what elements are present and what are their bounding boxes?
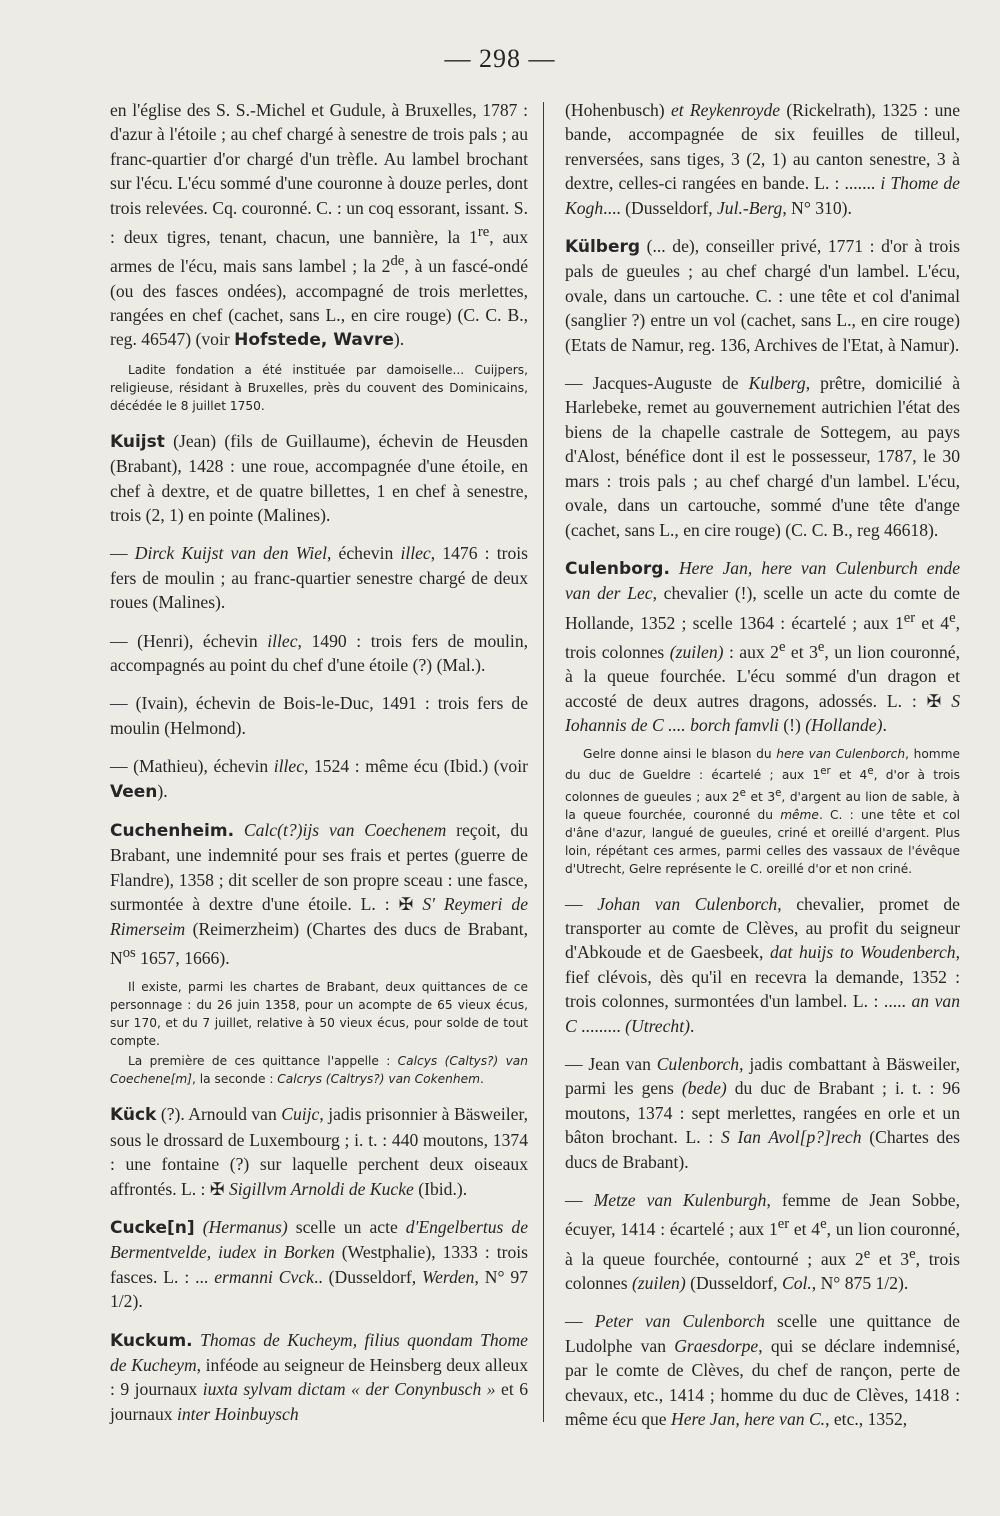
left-note-n2: Il existe, parmi les chartes de Brabant, deux quittances de ce personnage : du 26 juin 1358, pour un acompte de 65 vieux écus, sur 170, et du 7 juillet, relative à 50 vieux écus, pour solde de tout compte. bbox=[110, 980, 528, 1049]
left-entry-p5: — (Ivain), échevin de Bois-le-Duc, 1491 : trois fers de moulin (Helmond). bbox=[110, 693, 528, 738]
left-note-n1: Ladite fondation a été instituée par damoiselle... Cuijpers, religieuse, résidant à Bruxelles, près du couvent des Dominicains, décédée le 8 juillet 1750. bbox=[110, 362, 528, 413]
right-entry-r4: Culenborg. Here Jan, here van Culenburch ende van der Lec, chevalier (!), scelle un acte du comte de Hollande, 1352 ; scelle 1364 : écartelé ; aux 1er et 4e, trois colonnes (zuilen) : aux 2e et 3e, un lion couronné, à la queue fourchée. L'écu sommé d'un dragon et accosté de deux autres dragons, adossés. L. : ✠ S Iohannis de C .... borch famvli (!) (Hollande). bbox=[565, 557, 961, 736]
left-note-n3: La première de ces quittance l'appelle : Calcys (Caltys?) van Coechene[m], la seconde : Calcrys (Caltrys?) van Cokenhem. bbox=[110, 1054, 529, 1087]
left-column bbox=[110, 98, 528, 1440]
left-entry-p8: Kück (?). Arnould van Cuijc, jadis prisonnier à Bäsweiler, sous le drossard de Luxembourg ; i. t. : 440 moutons, 1374 : une fontaine (?) sur laquelle perchent deux oiseaux affrontés. L. : ✠ Sigillvm Arnoldi de Kucke (Ibid.). bbox=[110, 1104, 528, 1199]
page-number: — 298 — bbox=[444, 44, 556, 73]
left-entry-p6: — (Mathieu), échevin illec, 1524 : même écu (Ibid.) (voir Veen). bbox=[110, 756, 528, 802]
right-entry-r6: — Jean van Culenborch, jadis combattant à Bäsweiler, parmi les gens (bede) du duc de Brabant ; i. t. : 96 moutons, 1374 : sept merlettes, rangées en orle et un bâton brochant. L. : S Ian Avol[p?]rech (Chartes des ducs de Brabant). bbox=[565, 1054, 960, 1172]
right-entry-r7: — Metze van Kulenburgh, femme de Jean Sobbe, écuyer, 1414 : écartelé ; aux 1er et 4e, un lion couronné, à la queue fourchée, contourné ; aux 2e et 3e, trois colonnes (zuilen) (Dusseldorf, Col., N° 875 1/2). bbox=[565, 1190, 961, 1293]
right-entry-r1: (Hohenbusch) et Reykenroyde (Rickelrath), 1325 : une bande, accompagnée de six feuilles de tilleul, renversées, sans tiges, 3 (2, 1) au canton senestre, 3 à dextre, celles-ci rangées en bande. L. : ....... i Thome de Kogh.... (Dusseldorf, Jul.-Berg, N° 310). bbox=[565, 100, 961, 218]
column-divider bbox=[543, 102, 544, 1422]
right-column bbox=[565, 98, 960, 1445]
left-entry-p3: — Dirck Kuijst van den Wiel, échevin illec, 1476 : trois fers de moulin ; au franc-quartier senestre chargé de deux roues (Malines). bbox=[110, 543, 528, 613]
left-entry-p7: Cuchenheim. Calc(t?)ijs van Coechenem reçoit, du Brabant, une indemnité pour ses frais et pertes (guerre de Flandre), 1358 ; dit sceller de son propre sceau : une fasce, surmontée à dextre d'une étoile. L. : ✠ S' Reymeri de Rimerseim (Reimerzheim) (Chartes des ducs de Brabant, $N^{os}$ 1657, 1666). bbox=[110, 820, 528, 968]
left-entry-p2: Kuijst (Jean) (fils de Guillaume), échevin de Heusden (Brabant), 1428 : une roue, accompagnée d'une étoile, en chef à dextre, et de quatre billettes, 1 en chef à senestre, trois (2, 1) en pointe (Malines). bbox=[110, 430, 528, 525]
right-entry-r3: — Jacques-Auguste de Kulberg, prêtre, domicilié à Harlebeke, remet au gouvernement autrichien l'état des biens de la chapelle castrale de Sottegem, au pays d'Alost, bénéfice dont il est le possesseur, 1787, le 30 mars : trois pals ; au chef chargé d'un lambel. L'écu, ovale, dans un cartouche, sommé d'une tête d'ange (cachet, sans L., en cire rouge) (C. C. B., reg 46618). bbox=[565, 373, 960, 540]
right-entry-r5: — Johan van Culenborch, chevalier, promet de transporter au comte de Clèves, au profit du seigneur d'Abkoude et de Gaesbeek, dat huijs to Woudenberch, fief clévois, dès qu'il en recevra la demande, 1352 : trois colonnes, surmontées d'un lambel. L. : ..... an van C ......... (Utrecht). bbox=[565, 893, 960, 1036]
right-note-rn1: Gelre donne ainsi le blason du here van Culenborch, homme du duc de Gueldre : écartelé ; aux 1er et 4e, d'or à trois colonnes de gueules ; aux 2e et 3e, d'argent au lion de sable, à la queue fourchée, couronné du même. C. : une tête et col d'âne d'azur, langué de gueules, criné et oreillé d'argent. Plus loin, répétant ces armes, parmi celles des vassaux de l'évêque d'Utrecht, Gelre représente le C. oreillé d'or et non criné. bbox=[565, 747, 961, 876]
left-entry-p9: Cucke[n] (Hermanus) scelle un acte d'Engelbertus de Bermentvelde, iudex in Borken (Westphalie), 1333 : trois fasces. L. : ... ermanni Cvck.. (Dusseldorf, Werden, N° 97 1/2). bbox=[110, 1216, 529, 1312]
right-entry-r2: Külberg (... de), conseiller privé, 1771 : d'or à trois pals de gueules ; au chef chargé d'un lambel. L'écu, ovale, dans un cartouche. C. : une tête et col d'animal (sanglier ?) entre un vol (cachet, sans L., en cire rouge) (Etats de Namur, reg. 136, Archives de l'Etat, à Namur). bbox=[565, 236, 960, 355]
left-entry-p1: en l'église des S. S.-Michel et Gudule, à Bruxelles, 1787 : d'azur à l'étoile ; au chef chargé à senestre de trois pals ; au franc-quartier d'or chargé d'un trèfle. Au lambel brochant sur l'écu. L'écu sommé d'une couronne à douze perles, dont trois relevées. Cq. couronné. C. : un coq essorant, issant. S. : deux tigres, tenant, chacun, une bannière, la 1re, aux armes de l'écu, mais sans lambel ; la 2de, à un fascé-ondé (ou des fasces ondées), accompagné de trois merlettes, rangées en chef (cachet, sans L., en cire rouge) (C. C. B., reg. 46547) (voir Hofstede, Wavre). bbox=[110, 100, 528, 351]
left-entry-p4: — (Henri), échevin illec, 1490 : trois fers de moulin, accompagnés au point du chef d'une étoile (?) (Mal.). bbox=[110, 630, 529, 676]
right-entry-r8: — Peter van Culenborch scelle une quittance de Ludolphe van Graesdorpe, qui se déclare indemnisé, par le comte de Clèves, du chef de rançon, perte de chevaux, etc., 1414 ; homme du duc de Clèves, 1418 : même écu que Here Jan, here van C., etc., 1352, bbox=[565, 1311, 960, 1430]
left-entry-p10: Kuckum. Thomas de Kucheym, filius quondam Thome de Kucheym, inféode au seigneur de Heinsberg deux alleux : 9 journaux iuxta sylvam dictam « der Conynbusch » et 6 journaux inter Hoinbuysch bbox=[110, 1329, 529, 1424]
